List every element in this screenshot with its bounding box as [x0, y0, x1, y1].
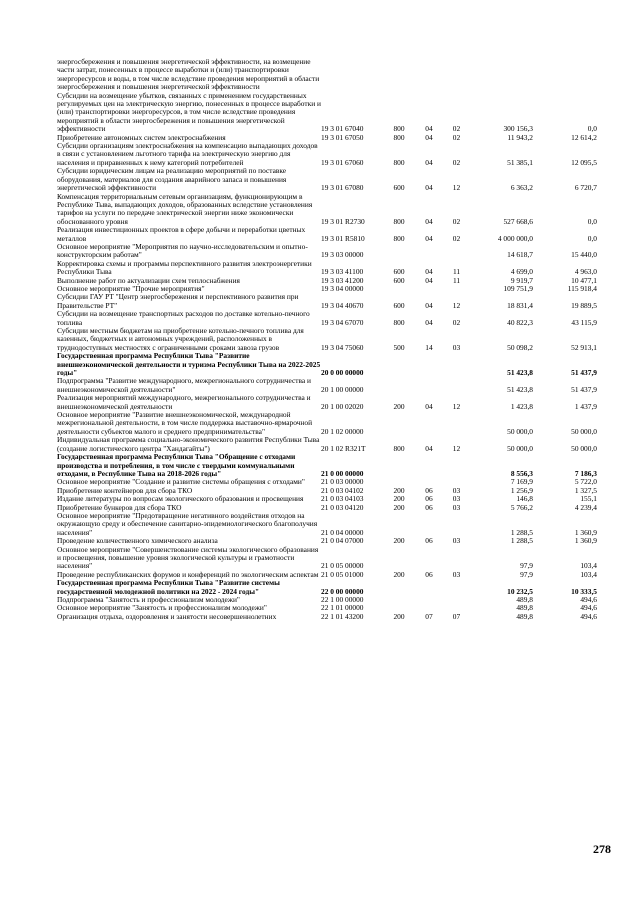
- table-row: [57, 193, 597, 227]
- row-amount-year2: 1 437,9: [574, 401, 597, 411]
- row-section: 14: [425, 342, 433, 352]
- row-name: Приобретение контейнеров для сбора ТКО: [57, 485, 193, 495]
- row-code: 20 1 00 02020: [321, 401, 364, 411]
- row-amount-year2: 103,4: [580, 561, 597, 571]
- row-expense-type: 800: [393, 216, 405, 226]
- row-code: 19 3 03 00000: [321, 250, 364, 260]
- row-section: [415, 512, 443, 537]
- table-row: [57, 167, 597, 192]
- row-amount-year1: 1 256,9: [510, 485, 533, 495]
- row-amount-year2: 15 440,0: [571, 250, 597, 260]
- row-subsection: 11: [452, 267, 461, 277]
- row-code: [321, 58, 383, 92]
- table-row: [57, 260, 597, 277]
- row-expense-type: [383, 58, 415, 92]
- row-code: 19 3 04 75060: [321, 342, 364, 352]
- row-section: 04: [425, 401, 433, 411]
- row-amount-year1: 50 098,2: [507, 342, 533, 352]
- row-amount-year1: 527 668,6: [503, 216, 533, 226]
- row-amount-year2: 103,4: [580, 569, 597, 579]
- row-section: [415, 411, 443, 436]
- row-amount-year1: 97,9: [520, 569, 533, 579]
- row-amount-year2: 115 918,4: [567, 283, 597, 293]
- row-amount-year1: 146,8: [516, 494, 533, 504]
- row-name: Субсидии юридическим лицам на реализацию мероприятий по поставке оборудования, материалов для создания аварийного запаса и повышения энергетической эффективности: [57, 166, 287, 193]
- row-code: 19 3 01 67050: [321, 132, 364, 142]
- row-expense-type: 600: [393, 183, 405, 193]
- row-code: 20 0 00 00000: [321, 368, 364, 378]
- row-amount-year1: 4 000 000,0: [497, 233, 533, 243]
- row-code: 22 1 01 00000: [321, 603, 364, 613]
- row-section: [415, 285, 443, 293]
- row-name: энергосбережения и повышения энергетической эффективности, на возмещение части затрат, понесенных в процессе выработки и (или) транспортировки энергоресурсов и воды, в том числе вследствие проведения мероприятий в области энергосбережения и повышения энергетической эффективности: [57, 57, 320, 92]
- row-amount-year2: 0,0: [587, 216, 597, 226]
- table-row: [57, 579, 597, 596]
- row-name: Приобретение автономных систем электроснабжения: [57, 132, 226, 142]
- row-expense-type: 800: [393, 157, 405, 167]
- row-amount-year1: 7 169,9: [510, 477, 533, 487]
- row-subsection: 03: [452, 494, 461, 504]
- row-section: [415, 453, 443, 478]
- row-subsection: 03: [452, 502, 461, 512]
- row-section: 04: [425, 443, 433, 453]
- row-code: 21 0 00 00000: [321, 468, 364, 478]
- table-row: [57, 352, 597, 377]
- row-amount-year2: 1 360,9: [574, 527, 597, 537]
- row-subsection: [443, 411, 470, 436]
- row-section: 04: [425, 157, 433, 167]
- row-code: 19 3 03 41200: [321, 275, 364, 285]
- row-code: 22 1 00 00000: [321, 595, 364, 604]
- row-name: Проведение республиканских форумов и конференций по экологическим аспектам: [57, 569, 319, 579]
- row-amount-year1: 109 751,9: [503, 283, 533, 293]
- row-section: [415, 243, 443, 260]
- row-name: Подпрограмма "Развитие международного, межрегионального сотрудничества и внешнеэкономической деятельности": [57, 376, 312, 394]
- row-amount-year2: 5 722,0: [574, 477, 597, 487]
- row-subsection: [443, 596, 470, 604]
- row-amount-year1: 40 822,3: [507, 317, 533, 327]
- table-row: [57, 453, 597, 478]
- row-subsection: 07: [452, 611, 461, 621]
- row-subsection: [443, 453, 470, 478]
- row-amount-year1: 489,8: [516, 603, 533, 613]
- row-amount-year2: 19 889,5: [571, 300, 597, 310]
- row-code: 20 1 02 00000: [321, 426, 364, 436]
- row-subsection: [443, 377, 470, 394]
- row-subsection: [443, 58, 470, 92]
- row-amount-year1: 10 232,5: [507, 586, 533, 596]
- row-amount-year1: 1 423,8: [510, 401, 533, 411]
- row-amount-year1: 50 000,0: [507, 443, 533, 453]
- row-name: Основное мероприятие "Прочие мероприятия": [57, 283, 205, 293]
- row-section: 04: [425, 183, 433, 193]
- row-code: 21 0 05 00000: [321, 561, 364, 571]
- row-subsection: 12: [452, 300, 461, 310]
- row-amount-year2: 494,6: [580, 603, 597, 613]
- row-amount-year2: 12 095,5: [571, 157, 597, 167]
- row-name: Субсидии на возмещение транспортных расходов по доставке котельно-печного топлива: [57, 309, 310, 327]
- row-name: Реализация мероприятий международного, межрегионального сотрудничества и внешнеэкономической деятельности: [57, 393, 311, 411]
- table-row: [57, 243, 597, 260]
- row-section: 06: [425, 569, 433, 579]
- row-name: Индивидуальная программа социально-экономического развития Республики Тыва (создание логистического центра "Хандагайты"): [57, 435, 320, 453]
- row-section: [415, 58, 443, 92]
- row-subsection: 03: [452, 342, 461, 352]
- row-section: [415, 579, 443, 596]
- row-section: 04: [425, 317, 433, 327]
- row-expense-type: 200: [393, 401, 405, 411]
- table-row: [57, 613, 597, 621]
- row-amount-year2: 52 913,1: [571, 342, 597, 352]
- row-code: 20 1 02 R321T: [321, 443, 366, 453]
- row-amount-year2: 51 437,9: [571, 368, 597, 378]
- row-code: 21 0 04 07000: [321, 536, 364, 546]
- row-code: 21 0 03 00000: [321, 477, 364, 487]
- row-section: [415, 546, 443, 571]
- row-subsection: 03: [452, 536, 461, 546]
- row-amount-year1: 489,8: [516, 611, 533, 621]
- row-expense-type: 800: [393, 124, 405, 134]
- row-subsection: 12: [452, 401, 461, 411]
- row-name: Государственная программа Республики Тыва "Обращение с отходами производства и потребления, в том числе с твердыми коммунальными отходами, в Республике Тыва на 2018-2026 годы": [57, 452, 296, 478]
- row-amount-year2: [533, 58, 597, 92]
- row-section: 04: [425, 275, 433, 285]
- row-expense-type: [383, 243, 415, 260]
- row-code: 21 0 04 00000: [321, 527, 364, 537]
- table-row: [57, 377, 597, 394]
- row-amount-year1: 1 288,5: [510, 536, 533, 546]
- row-section: [415, 596, 443, 604]
- row-subsection: 02: [452, 124, 461, 134]
- row-amount-year2: 494,6: [580, 595, 597, 604]
- row-code: 19 3 04 40670: [321, 300, 364, 310]
- row-subsection: 02: [452, 317, 461, 327]
- row-amount-year2: 0,0: [587, 124, 597, 134]
- row-section: 04: [425, 267, 433, 277]
- row-amount-year1: 4 699,0: [510, 267, 533, 277]
- row-name: Государственная программа Республики Тыва "Развитие внешнеэкономической деятельности и туризма Республики Тыва на 2022-2025 годы": [57, 351, 321, 378]
- row-subsection: [443, 352, 470, 377]
- row-expense-type: [383, 285, 415, 293]
- row-name: Основное мероприятие "Мероприятия по научно-исследовательским и опытно-конструкторским работам": [57, 241, 308, 260]
- row-expense-type: 600: [393, 267, 405, 277]
- row-expense-type: 600: [393, 275, 405, 285]
- row-amount-year1: 50 000,0: [507, 426, 533, 436]
- row-section: 06: [425, 494, 433, 504]
- row-name: Проведение количественного химического анализа: [57, 536, 218, 546]
- row-name: Приобретение бункеров для сбора ТКО: [57, 502, 182, 512]
- row-amount-year1: 11 943,2: [507, 132, 533, 142]
- row-section: 06: [425, 485, 433, 495]
- row-amount-year1: 14 618,7: [507, 250, 533, 260]
- row-subsection: 03: [452, 485, 461, 495]
- table-row: [57, 293, 597, 310]
- row-subsection: [443, 579, 470, 596]
- row-amount-year2: 10 477,1: [571, 275, 597, 285]
- row-code: 21 0 03 04103: [321, 494, 364, 504]
- row-name: Субсидии ГАУ РТ "Центр энергосбережения и перспективного развития при Правительстве РТ": [57, 292, 299, 310]
- page-number: 278: [593, 842, 611, 856]
- row-expense-type: [383, 453, 415, 478]
- row-amount-year2: 4 963,0: [574, 267, 597, 277]
- row-amount-year1: 51 423,8: [507, 384, 533, 394]
- row-amount-year2: 0,0: [587, 233, 597, 243]
- row-amount-year2: 6 720,7: [574, 183, 597, 193]
- row-name: Субсидии местным бюджетам на приобретение котельно-печного топлива для казенных, бюджетных и автономных учреждений, расположенных в труднодоступных местностях с ограниченными сроками завоза грузов: [57, 326, 304, 352]
- row-section: 04: [425, 300, 433, 310]
- row-name: Организация отдыха, оздоровления и занятости несовершеннолетних: [57, 611, 277, 621]
- row-name: Корректировка схемы и программы перспективного развития электроэнергетики Республики Тыва: [57, 258, 312, 277]
- row-expense-type: 800: [393, 132, 405, 142]
- row-subsection: 02: [452, 157, 461, 167]
- row-expense-type: [383, 546, 415, 571]
- row-subsection: [443, 546, 470, 571]
- table-row: [57, 394, 597, 411]
- row-expense-type: 800: [393, 233, 405, 243]
- row-section: 07: [425, 611, 433, 621]
- row-expense-type: 200: [393, 494, 405, 504]
- row-subsection: [443, 243, 470, 260]
- row-name: Государственная программа Республики Тыва "Развитие системы государственной молодежной политики на 2022 - 2024 годы": [57, 578, 280, 596]
- row-expense-type: 200: [393, 569, 405, 579]
- table-row: [57, 142, 597, 167]
- table-row: [57, 436, 597, 453]
- row-name: Реализация инвестиционных проектов в сфере добычи и переработки цветных металлов: [57, 225, 306, 243]
- row-expense-type: 500: [393, 342, 405, 352]
- row-expense-type: [383, 352, 415, 377]
- row-code: 19 3 04 67070: [321, 317, 364, 327]
- row-amount-year1: [470, 58, 533, 92]
- row-subsection: 12: [452, 183, 461, 193]
- row-name: Выполнение работ по актуализации схем теплоснабжения: [57, 275, 240, 285]
- table-row: [57, 226, 597, 243]
- row-amount-year2: 50 000,0: [571, 443, 597, 453]
- row-section: 04: [425, 216, 433, 226]
- row-section: 06: [425, 502, 433, 512]
- row-amount-year1: 9 919,7: [510, 275, 533, 285]
- row-code: 21 0 05 01000: [321, 569, 364, 579]
- budget-table: [57, 58, 597, 621]
- row-name: Субсидии на возмещение убытков, связанных с применением государственных регулируемых цен на электрическую энергию, понесенных в процессе выработки и (или) транспортировки энергоресурсов, в том числе вследствие проведения мероприятий в области энергосбережения и повышения энергетической эффективности: [57, 90, 321, 134]
- table-row: [57, 92, 597, 134]
- row-section: [415, 377, 443, 394]
- row-section: 04: [425, 233, 433, 243]
- row-subsection: 02: [452, 132, 461, 142]
- row-code: 19 3 01 67060: [321, 157, 364, 167]
- table-row: [57, 546, 597, 571]
- row-name: Основное мероприятие "Создание и развитие системы обращения с отходами": [57, 477, 305, 487]
- row-amount-year1: 300 156,3: [503, 124, 533, 134]
- row-name: Подпрограмма "Занятость и профессионализм молодежи": [57, 595, 240, 604]
- row-expense-type: 200: [393, 485, 405, 495]
- row-expense-type: 200: [393, 611, 405, 621]
- row-amount-year1: 6 363,2: [510, 183, 533, 193]
- table-row: [57, 58, 597, 92]
- row-subsection: 03: [452, 569, 461, 579]
- row-code: 19 3 01 67080: [321, 183, 364, 193]
- row-name: Основное мероприятие "Занятость и профессионализм молодежи": [57, 603, 267, 613]
- row-code: 20 1 00 00000: [321, 384, 364, 394]
- row-amount-year1: 51 385,1: [507, 157, 533, 167]
- row-expense-type: 200: [393, 536, 405, 546]
- row-expense-type: [383, 596, 415, 604]
- row-expense-type: [383, 411, 415, 436]
- row-amount-year2: 50 000,0: [571, 426, 597, 436]
- row-subsection: [443, 285, 470, 293]
- row-code: 19 3 01 67040: [321, 124, 364, 134]
- table-row: [57, 310, 597, 327]
- row-amount-year2: 155,1: [580, 494, 597, 504]
- row-code: 19 3 01 R2730: [321, 216, 365, 226]
- row-amount-year2: 12 614,2: [571, 132, 597, 142]
- row-code: 19 3 03 41100: [321, 267, 364, 277]
- row-code: 19 3 04 00000: [321, 283, 364, 293]
- row-amount-year1: 97,9: [520, 561, 533, 571]
- row-amount-year1: 1 288,5: [510, 527, 533, 537]
- row-section: 04: [425, 132, 433, 142]
- row-name: Основное мероприятие "Развитие внешнеэкономической, международной межрегиональной деятельности, в том числе поддержка выставочно-ярмарочной деятельности субъектов малого и среднего предпринимательства": [57, 410, 313, 436]
- row-amount-year2: 10 333,5: [571, 586, 597, 596]
- table-row: [57, 327, 597, 352]
- row-code: 22 1 01 43200: [321, 611, 364, 621]
- row-amount-year1: 8 556,3: [510, 468, 533, 478]
- row-code: 22 0 00 00000: [321, 586, 364, 596]
- row-subsection: [443, 512, 470, 537]
- row-amount-year2: 1 327,5: [574, 485, 597, 495]
- row-section: [415, 352, 443, 377]
- row-code: 21 0 03 04102: [321, 485, 364, 495]
- row-name: Издание литературы по вопросам экологического образования и просвещения: [57, 494, 304, 504]
- row-amount-year2: 494,6: [580, 611, 597, 621]
- row-name: Компенсация территориальным сетевым организациям, функционирующим в Республике Тыва, выпадающих доходов, образованных вследствие установления тарифов на услуги по передаче электрической энергии ниже экономически обоснованного уровня: [57, 191, 313, 226]
- row-name: Субсидии организациям электроснабжения на компенсацию выпадающих доходов в связи с установлением льготного тарифа на электрическую энергию для населения и приравненных к нему категорий потребителей: [57, 141, 318, 167]
- table-row: [57, 512, 597, 537]
- row-code: 19 3 01 R5810: [321, 233, 365, 243]
- row-name: Основное мероприятие "Предотвращение негативного воздействия отходов на окружающую среду и обеспечение санитарно-эпидемиологического благополучия населения": [57, 510, 318, 537]
- row-amount-year2: 43 115,9: [571, 317, 597, 327]
- row-amount-year2: 1 360,9: [574, 536, 597, 546]
- row-amount-year2: 51 437,9: [571, 384, 597, 394]
- row-subsection: 12: [452, 443, 461, 453]
- row-expense-type: [383, 377, 415, 394]
- row-section: 06: [425, 536, 433, 546]
- row-amount-year2: 7 186,3: [574, 468, 597, 478]
- row-expense-type: 800: [393, 443, 405, 453]
- row-subsection: 02: [452, 233, 461, 243]
- row-amount-year1: 5 766,2: [510, 502, 533, 512]
- row-amount-year1: 18 831,4: [507, 300, 533, 310]
- row-expense-type: 200: [393, 502, 405, 512]
- row-expense-type: 800: [393, 317, 405, 327]
- row-expense-type: 600: [393, 300, 405, 310]
- row-code: 21 0 03 04120: [321, 502, 364, 512]
- row-subsection: 11: [452, 275, 461, 285]
- row-expense-type: [383, 512, 415, 537]
- row-subsection: 02: [452, 216, 461, 226]
- budget-table-body: [57, 58, 597, 621]
- row-amount-year2: 4 239,4: [574, 502, 597, 512]
- row-amount-year1: 489,8: [516, 595, 533, 604]
- table-row: [57, 411, 597, 436]
- row-section: 04: [425, 124, 433, 134]
- row-expense-type: [383, 579, 415, 596]
- row-amount-year1: 51 423,8: [507, 368, 533, 378]
- row-name: Основное мероприятие "Совершенствование системы экологического образования и просвещения, повышение уровня экологической культуры и грамотности населения": [57, 544, 319, 571]
